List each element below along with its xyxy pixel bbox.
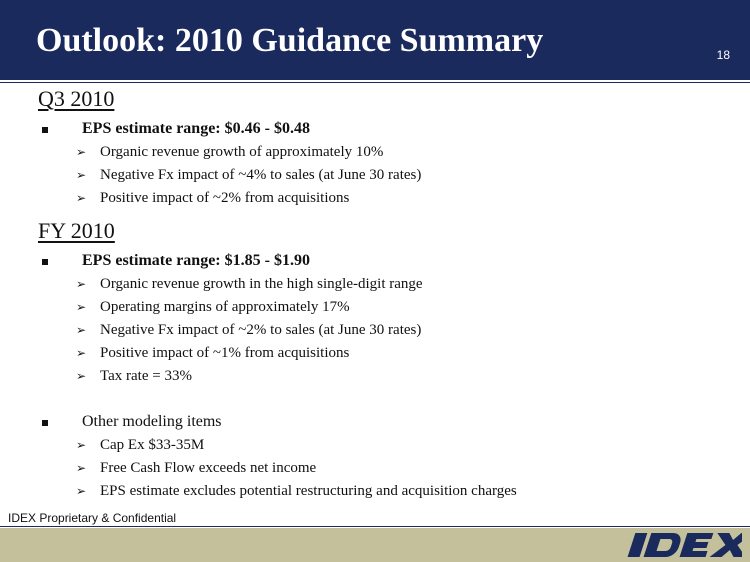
page-number: 18 [716,48,730,62]
slide-body [38,84,728,503]
title-banner [0,0,750,80]
footer-divider [0,526,750,527]
sub-bullet-item [38,319,728,342]
header-divider [0,82,750,83]
sub-bullet-text: Organic revenue growth of approximately 10% [100,144,384,160]
sub-bullet-item [38,187,728,210]
arrow-bullet-icon: ➢ [76,145,87,159]
sub-bullet-text: Organic revenue growth in the high single-digit range [100,276,423,292]
section-heading-fy: FY 2010 [38,218,115,243]
sub-bullet-text: Tax rate = 33% [100,368,192,384]
sub-bullet-item [38,457,728,480]
sub-bullet-text: Positive impact of ~1% from acquisitions [100,345,350,361]
arrow-bullet-icon: ➢ [76,346,87,360]
sub-bullet-text: Free Cash Flow exceeds net income [100,460,317,476]
confidential-label: IDEX Proprietary & Confidential [8,511,177,525]
sub-bullet-item [38,342,728,365]
arrow-bullet-icon: ➢ [76,300,87,314]
bullet-item [38,117,728,141]
bullet-text: EPS estimate range: $0.46 - $0.48 [82,120,310,137]
page-title: Outlook: 2010 Guidance Summary [36,22,544,59]
sub-bullet-text: Negative Fx impact of ~2% to sales (at June 30 rates) [100,322,422,338]
sub-bullet-text: Positive impact of ~2% from acquisitions [100,190,350,206]
sub-bullet-item [38,141,728,164]
arrow-bullet-icon: ➢ [76,323,87,337]
arrow-bullet-icon: ➢ [76,438,87,452]
bullet-text: EPS estimate range: $1.85 - $1.90 [82,252,310,269]
arrow-bullet-icon: ➢ [76,369,87,383]
sub-bullet-item [38,296,728,319]
sub-bullet-text: Operating margins of approximately 17% [100,299,350,315]
arrow-bullet-icon: ➢ [76,168,87,182]
sub-bullet-item [38,480,728,503]
sub-bullet-text: EPS estimate excludes potential restructuring and acquisition charges [100,483,517,499]
idex-logo-icon [622,531,742,559]
sub-bullet-text: Cap Ex $33-35M [100,437,205,453]
bullet-item [38,249,728,273]
bullet-item [38,410,728,434]
square-bullet-icon [42,127,48,133]
sub-bullet-text: Negative Fx impact of ~4% to sales (at June 30 rates) [100,167,422,183]
sub-bullet-item [38,273,728,296]
arrow-bullet-icon: ➢ [76,277,87,291]
bullet-text: Other modeling items [82,413,222,430]
arrow-bullet-icon: ➢ [76,191,87,205]
arrow-bullet-icon: ➢ [76,461,87,475]
square-bullet-icon [42,420,48,426]
sub-bullet-item [38,434,728,457]
sub-bullet-item [38,365,728,388]
arrow-bullet-icon: ➢ [76,484,87,498]
sub-bullet-item [38,164,728,187]
square-bullet-icon [42,259,48,265]
section-heading-q3: Q3 2010 [38,86,115,111]
